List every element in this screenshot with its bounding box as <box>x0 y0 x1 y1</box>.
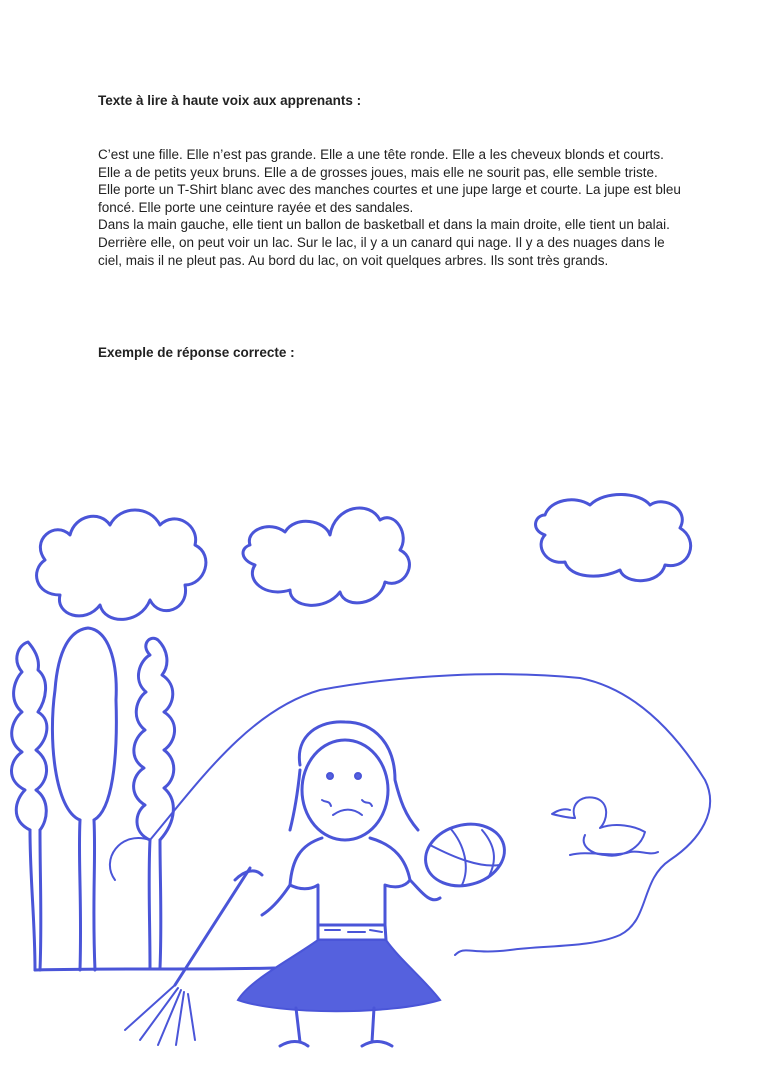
paragraph-background: Derrière elle, on peut voir un lac. Sur le lac, il y a un canard qui nage. Il y a des nuages dans le ciel, mais il ne pleut pas. Au bord du lac, on voit quelques arbres. Ils sont très grands. <box>98 234 665 268</box>
tree-tall <box>52 628 116 970</box>
basketball <box>419 816 512 895</box>
paragraph-clothing: Elle porte un T-Shirt blanc avec des manches courtes et une jupe large et courte. La jupe est bleu foncé. Elle porte une ceinture rayée et des sandales. <box>98 182 681 215</box>
tree-right <box>134 638 175 968</box>
right-arm <box>410 880 440 900</box>
lake-outline <box>110 674 710 955</box>
shirt <box>290 838 410 925</box>
ground-line <box>35 968 275 970</box>
paragraph-hands: Dans la main gauche, elle tient un ballon de basketball et dans la main droite, elle tient un balai. <box>98 217 670 233</box>
cloud-right <box>536 494 691 580</box>
paragraph-description: C’est une fille. Elle n’est pas grande. Elle a une tête ronde. Elle a les cheveux blonds et courts. Elle a de petits yeux bruns. Elle a de grosses joues, mais elle ne sourit pas, elle semble triste. <box>98 147 664 180</box>
left-arm <box>262 885 290 915</box>
tree-left <box>11 642 46 970</box>
duck <box>552 797 658 855</box>
cloud-left <box>37 510 206 619</box>
skirt <box>238 940 440 1011</box>
page-title: Texte à lire à haute voix aux apprenants : <box>98 93 362 108</box>
head <box>302 740 388 840</box>
example-heading: Exemple de réponse correcte : <box>98 345 295 360</box>
girl <box>125 722 511 1046</box>
cloud-middle <box>243 508 409 605</box>
sandals <box>280 1042 392 1047</box>
